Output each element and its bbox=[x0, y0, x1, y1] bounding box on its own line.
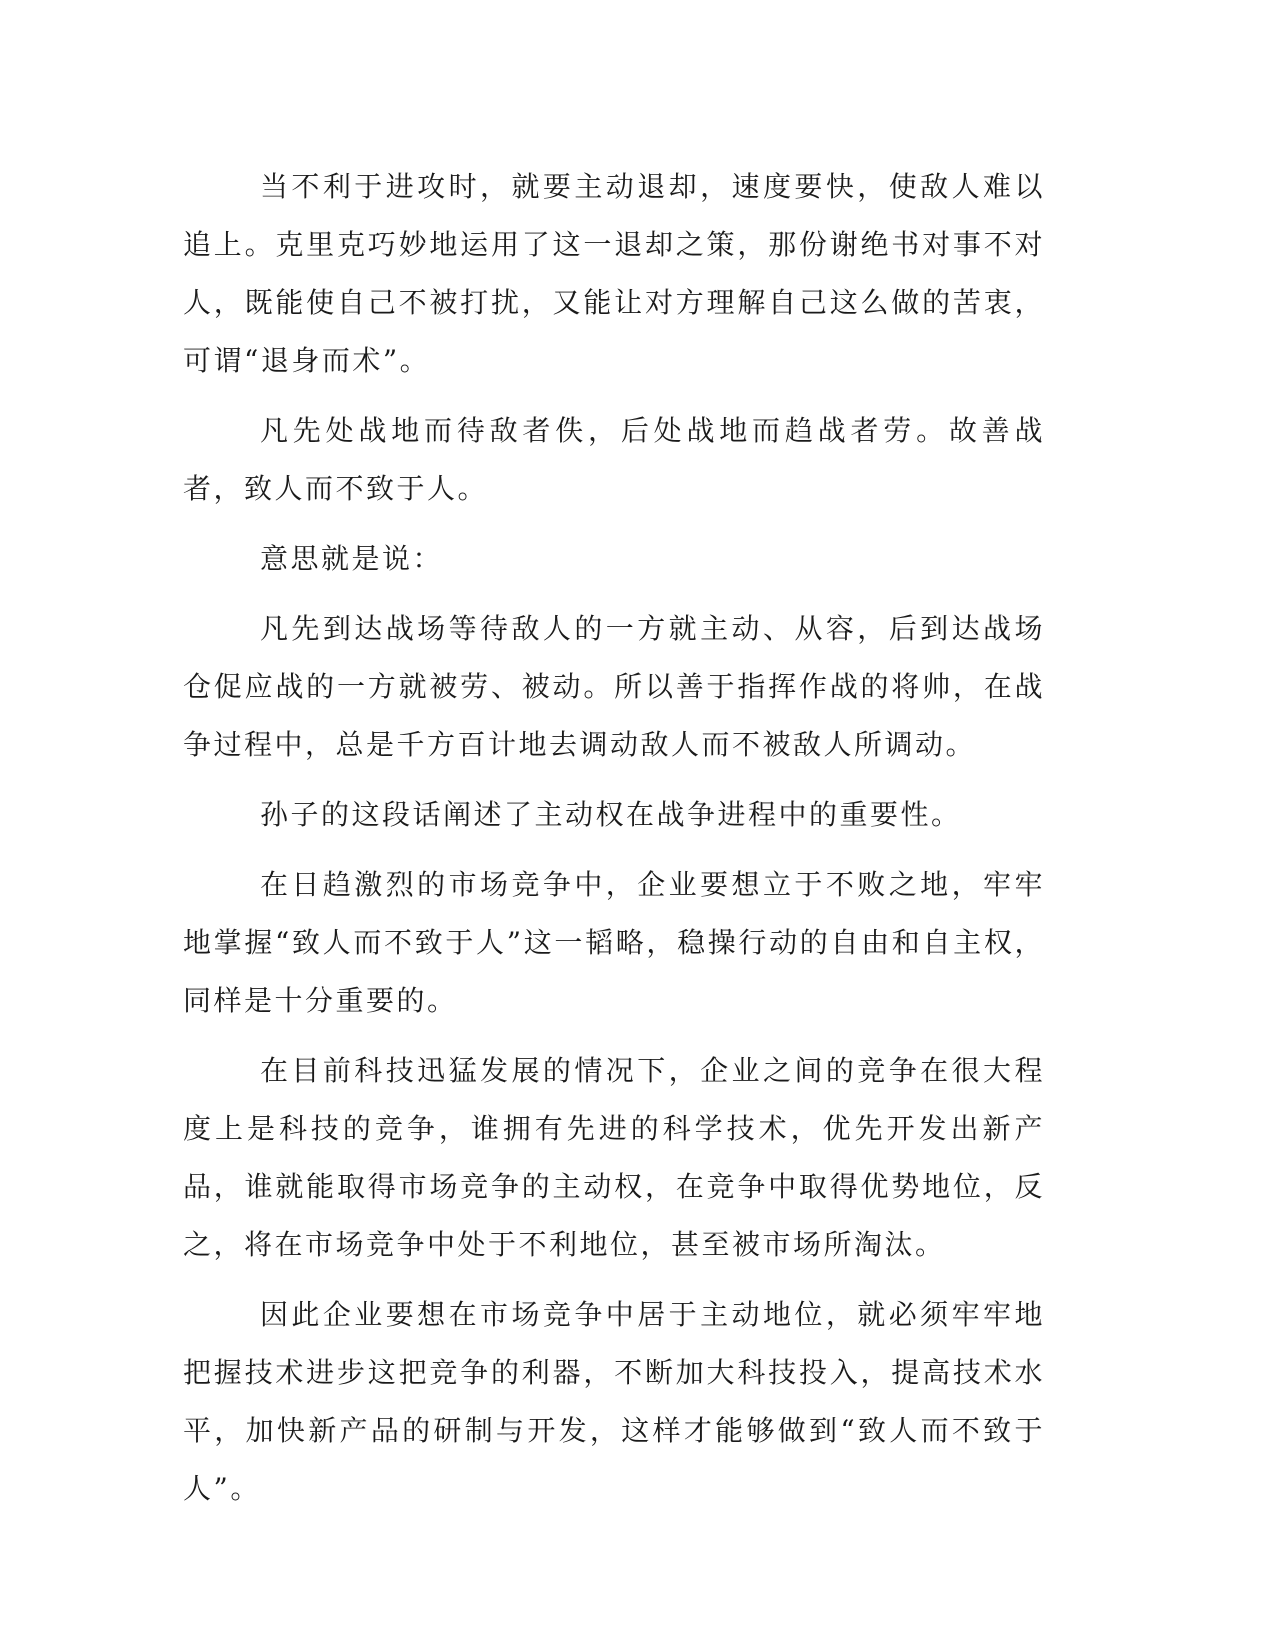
paragraph-initiative-importance: 孙子的这段话阐述了主动权在战争进程中的重要性。 bbox=[260, 798, 962, 831]
paragraph-meaning-intro: 意思就是说： bbox=[260, 542, 444, 575]
paragraph-market-competition: 在日趋激烈的市场竞争中，企业要想立于不败之地，牢牢地掌握“致人而不致于人”这一韬略，稳操行动的自由和自主权，同样是十分重要的。 bbox=[183, 868, 1045, 1017]
document-body bbox=[183, 158, 1045, 1530]
paragraph-retreat-strategy: 当不利于进攻时，就要主动退却，速度要快，使敌人难以追上。克里克巧妙地运用了这一退却之策，那份谢绝书对事不对人，既能使自己不被打扰，又能让对方理解自己这么做的苦衷，可谓“退身而术”。 bbox=[183, 170, 1045, 377]
paragraph-quote-explanation: 凡先到达战场等待敌人的一方就主动、从容，后到达战场仓促应战的一方就被劳、被动。所以善于指挥作战的将帅，在战争过程中，总是千方百计地去调动敌人而不被敌人所调动。 bbox=[183, 612, 1045, 761]
paragraph-technology-competition: 在目前科技迅猛发展的情况下，企业之间的竞争在很大程度上是科技的竞争，谁拥有先进的科学技术，优先开发出新产品，谁就能取得市场竞争的主动权，在竞争中取得优势地位，反之，将在市场竞争中处于不利地位，甚至被市场所淘汰。 bbox=[183, 1054, 1045, 1261]
paragraph-sunzi-quote: 凡先处战地而待敌者佚，后处战地而趋战者劳。故善战者，致人而不致于人。 bbox=[183, 414, 1045, 505]
paragraph-conclusion: 因此企业要想在市场竞争中居于主动地位，就必须牢牢地把握技术进步这把竞争的利器，不断加大科技投入，提高技术水平，加快新产品的研制与开发，这样才能够做到“致人而不致于人”。 bbox=[183, 1298, 1045, 1505]
